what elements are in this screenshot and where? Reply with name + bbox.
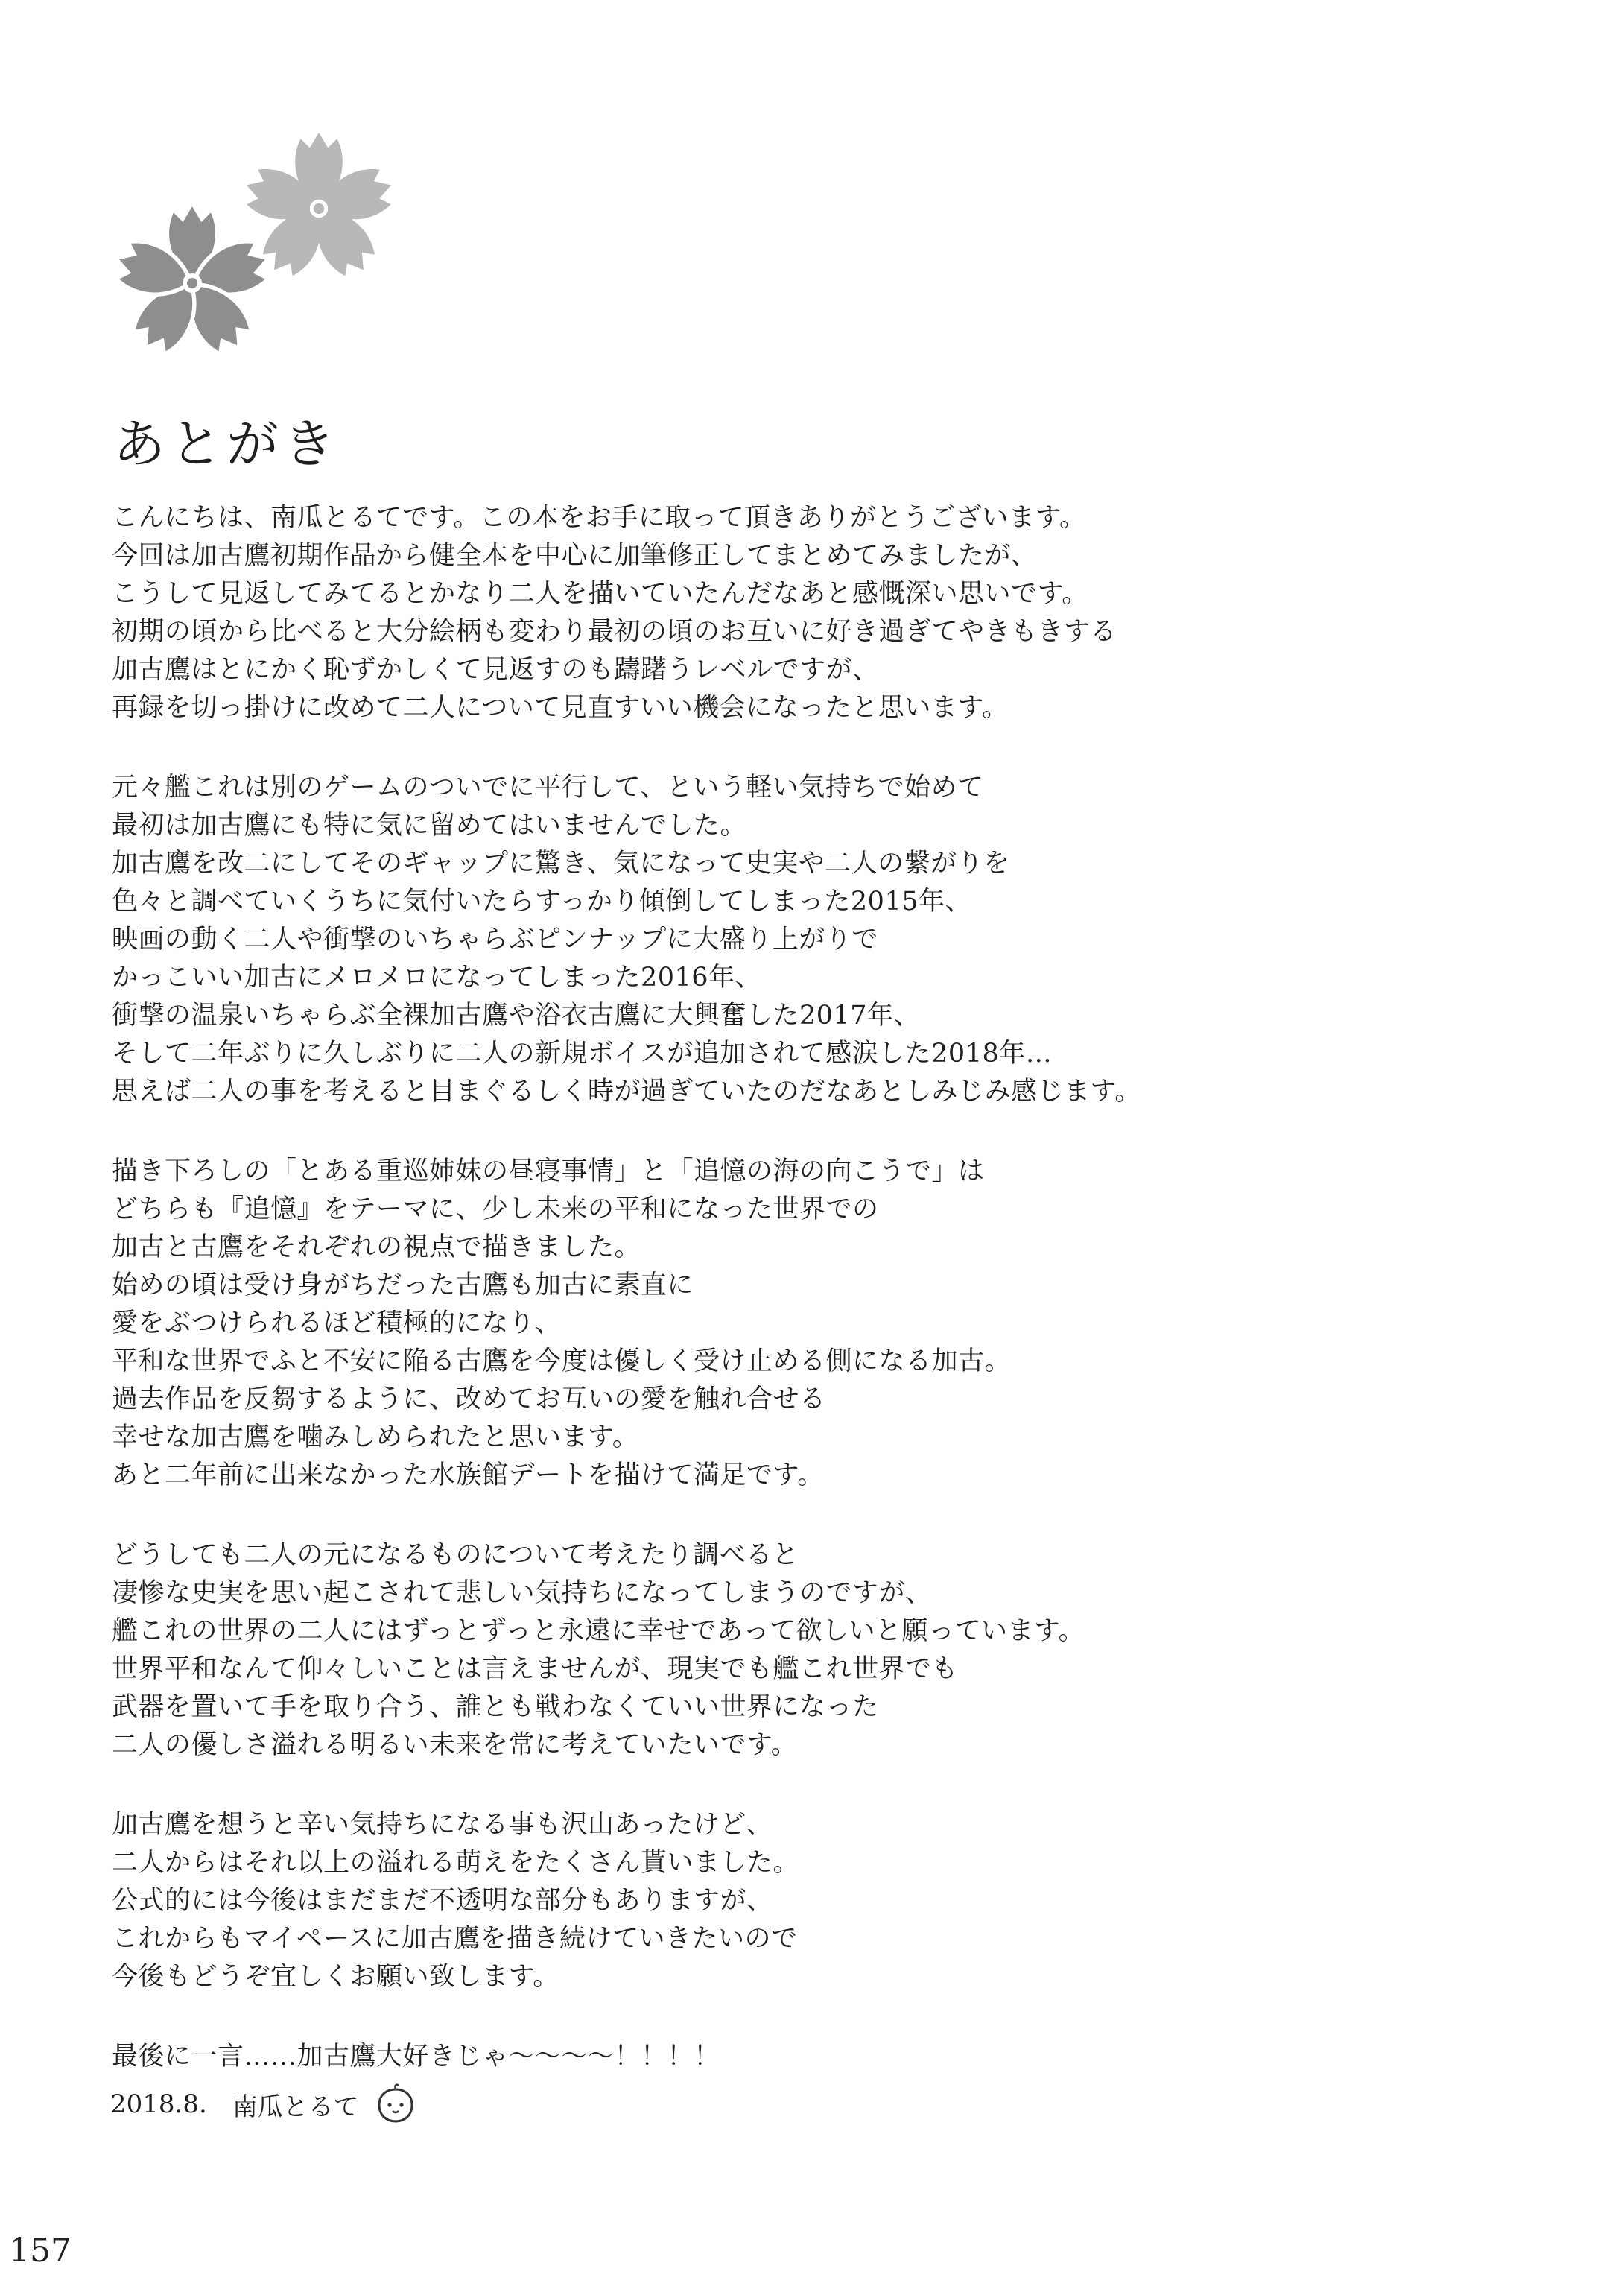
text-line: 加古鷹を想うと辛い気持ちになる事も沢山あったけど、 — [112, 1810, 773, 1840]
page-title: あとがき — [113, 414, 340, 475]
text-line: 幸せな加古鷹を噛みしめられたと思います。 — [112, 1422, 639, 1452]
text-line: 武器を置いて手を取り合う、誰とも戦わなくていい世界になった — [112, 1692, 879, 1722]
paragraph — [112, 1536, 1512, 1764]
paragraph — [112, 769, 1512, 1111]
paragraph — [112, 2038, 1512, 2076]
text-line: 始めの頃は受け身がちだった古鷹も加古に素直に — [112, 1270, 694, 1300]
sakura-flowers-icon — [104, 119, 417, 373]
text-line: 加古鷹を改二にしてそのギャップに驚き、気になって史実や二人の繋がりを — [112, 849, 1010, 879]
text-line: 色々と調べていくうちに気付いたらすっかり傾倒してしまった2015年、 — [112, 887, 971, 917]
text-line: 最後に一言……加古鷹大好きじゃ～～～～！！！！ — [112, 2042, 720, 2071]
text-line: 加古と古鷹をそれぞれの視点で描きました。 — [112, 1232, 641, 1262]
text-line: 最初は加古鷹にも特に気に留めてはいませんでした。 — [112, 811, 747, 840]
text-line: 今後もどうぞ宜しくお願い致します。 — [112, 1962, 559, 1992]
signature — [110, 2083, 419, 2126]
paragraph — [112, 499, 1512, 727]
text-line: 描き下ろしの「とある重巡姉妹の昼寝事情」と「追憶の海の向こうで」は — [112, 1156, 985, 1186]
text-line: 元々艦これは別のゲームのついでに平行して、という軽い気持ちで始めて — [112, 773, 984, 802]
text-line: 公式的には今後はまだまだ不透明な部分もありますが、 — [112, 1886, 773, 1916]
text-line: そして二年ぶりに久しぶりに二人の新規ボイスが追加されて感涙した2018年… — [112, 1039, 1053, 1069]
text-line: これからもマイペースに加古鷹を描き続けていきたいので — [112, 1924, 798, 1954]
text-line: 凄惨な史実を思い起こされて悲しい気持ちになってしまうのですが、 — [112, 1578, 932, 1608]
text-line: 過去作品を反芻するように、改めてお互いの愛を触れ合せる — [112, 1384, 826, 1414]
text-line: 愛をぶつけられるほど積極的になり、 — [112, 1308, 562, 1338]
text-line: 衝撃の温泉いちゃらぶ全裸加古鷹や浴衣古鷹に大興奮した2017年、 — [112, 1001, 921, 1031]
text-line: どちらも『追憶』をテーマに、少し未来の平和になった世界での — [112, 1194, 879, 1224]
text-line: 平和な世界でふと不安に陥る古鷹を今度は優しく受け止める側になる加古。 — [112, 1346, 1012, 1376]
text-line: 二人の優しさ溢れる明るい未来を常に考えていたいです。 — [112, 1730, 798, 1760]
text-line: 初期の頃から比べると大分絵柄も変わり最初の頃のお互いに好き過ぎてやきもきする — [112, 617, 1117, 647]
smiley-face-icon — [372, 2083, 419, 2126]
text-line: 二人からはそれ以上の溢れる萌えをたくさん貰いました。 — [112, 1848, 800, 1878]
paragraph — [112, 1153, 1512, 1495]
paragraph — [112, 1806, 1512, 1996]
text-line: こんにちは、南瓜とるてです。この本をお手に取って頂きありがとうございます。 — [112, 503, 1086, 533]
text-line: 世界平和なんて仰々しいことは言えませんが、現実でも艦これ世界でも — [112, 1654, 959, 1684]
text-line: あと二年前に出来なかった水族館デートを描けて満足です。 — [112, 1460, 824, 1490]
text-line: 思えば二人の事を考えると目まぐるしく時が過ぎていたのだなあとしみじみ感じます。 — [112, 1077, 1141, 1107]
text-line: 艦これの世界の二人にはずっとずっと永遠に幸せであって欲しいと願っています。 — [112, 1616, 1085, 1646]
text-line: 加古鷹はとにかく恥ずかしくて見返すのも躊躇うレベルですが、 — [112, 655, 879, 685]
afterword-body — [112, 499, 1512, 2118]
text-line: どうしても二人の元になるものについて考えたり調べると — [112, 1540, 799, 1570]
text-line: 再録を切っ掛けに改めて二人について見直すいい機会になったと思います。 — [112, 693, 1009, 723]
text-line: かっこいい加古にメロメロになってしまった2016年、 — [112, 963, 762, 993]
page-number: 157 — [9, 2232, 72, 2270]
signature-author: 南瓜とるて — [232, 2092, 359, 2122]
signature-date: 2018.8. — [110, 2089, 207, 2119]
text-line: 映画の動く二人や衝撃のいちゃらぶピンナップに大盛り上がりで — [112, 925, 878, 955]
text-line: 今回は加古鷹初期作品から健全本を中心に加筆修正してまとめてみましたが、 — [112, 541, 1038, 571]
text-line: こうして見返してみてるとかなり二人を描いていたんだなあと感慨深い思いです。 — [112, 579, 1088, 609]
